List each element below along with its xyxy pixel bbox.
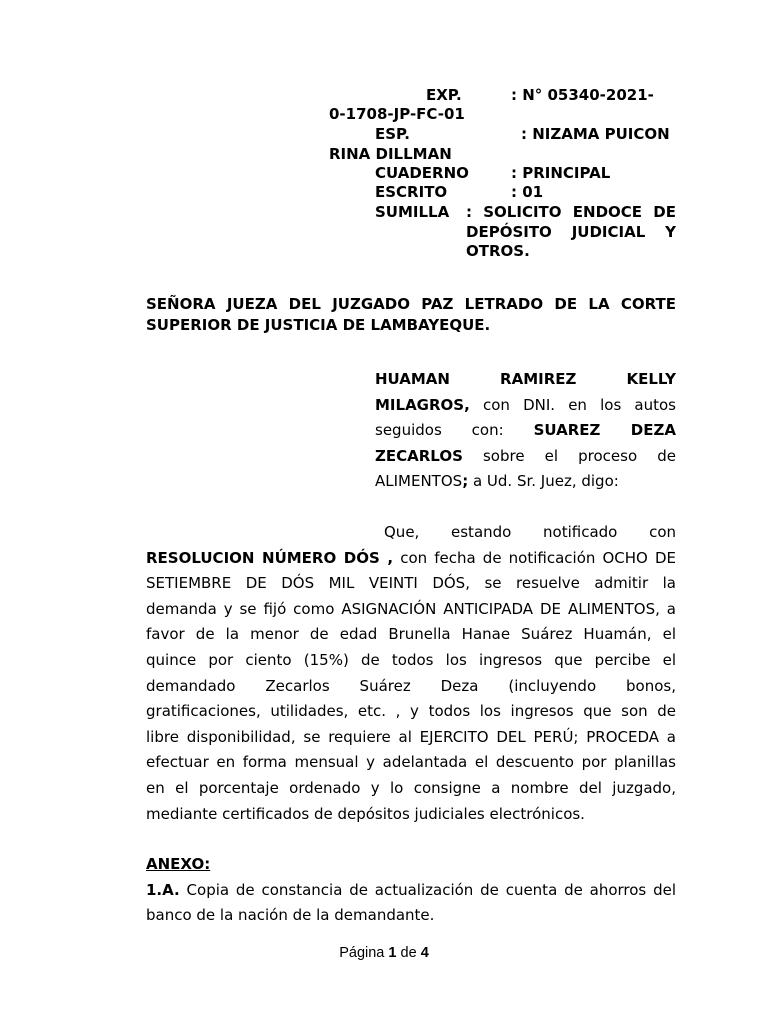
annex-section xyxy=(146,852,676,929)
annex-item-cont: banco de la nación de la demandante. xyxy=(146,906,435,925)
sumilla-line: OTROS. xyxy=(466,242,530,260)
paragraph-line: gratificaciones, utilidades, etc. , y todos los ingresos que son de xyxy=(146,702,676,721)
party-name-cont: MILAGROS, xyxy=(375,395,470,414)
sumilla-label: SUMILLA xyxy=(375,203,450,221)
esp-value: : NIZAMA PUICON xyxy=(521,125,670,143)
annex-item-text: Copia de constancia de actualización de cuenta de ahorros del xyxy=(179,880,676,899)
addressee xyxy=(146,294,676,336)
paragraph-line: en el porcentaje ordenado y lo consigne a nombre del juzgado, xyxy=(146,778,676,797)
escrito-label: ESCRITO xyxy=(375,183,448,201)
paragraph-line: libre disponibilidad, se requiere al EJERCITO DEL PERÚ; PROCEDA a xyxy=(146,727,676,746)
addressee-line: SUPERIOR DE JUSTICIA DE LAMBAYEQUE. xyxy=(146,316,491,334)
exp-value: : N° 05340-2021- xyxy=(511,86,654,104)
process-type: ALIMENTOS xyxy=(375,472,463,491)
page-word: Página xyxy=(339,945,385,961)
party-text: con DNI. en los autos xyxy=(469,395,676,414)
party-line xyxy=(375,444,676,470)
paragraph-text: con fecha de notificación OCHO DE xyxy=(393,548,677,567)
sumilla-value xyxy=(466,203,676,262)
party-text: seguidos con: xyxy=(375,421,504,440)
paragraph-line: quince por ciento (15%) de todos los ingresos que percibe el xyxy=(146,650,676,669)
party-text: sobre el proceso de xyxy=(462,446,676,465)
exp-label: EXP. xyxy=(426,86,462,104)
total-pages: 4 xyxy=(420,945,429,961)
annex-item xyxy=(146,878,676,904)
opponent-name: SUAREZ DEZA xyxy=(533,421,676,440)
current-page: 1 xyxy=(388,945,397,961)
party-line xyxy=(375,393,676,419)
esp-label: ESP. xyxy=(375,125,410,143)
opponent-name-cont: ZECARLOS xyxy=(375,446,463,465)
sumilla-line: : SOLICITO ENDOCE DE xyxy=(466,203,676,221)
paragraph-line: favor de la menor de edad Brunella Hanae Suárez Huamán, el xyxy=(146,625,676,644)
exp-value-cont: 0-1708-JP-FC-01 xyxy=(329,105,465,123)
sumilla-line: DEPÓSITO JUDICIAL Y xyxy=(466,222,676,241)
party-name: HUAMAN RAMIREZ KELLY xyxy=(375,370,676,388)
paragraph-line xyxy=(146,546,676,572)
party-line xyxy=(375,469,676,495)
party-text: a Ud. Sr. Juez, digo: xyxy=(468,472,619,491)
party-block xyxy=(375,367,676,495)
esp-value-cont: RINA DILLMAN xyxy=(329,145,452,163)
resolution-number: RESOLUCION NÚMERO DÓS , xyxy=(146,548,394,567)
cuaderno-value: : PRINCIPAL xyxy=(511,164,611,182)
main-paragraph xyxy=(146,520,676,827)
annex-item-label: 1.A. xyxy=(146,880,180,899)
paragraph-line: demanda y se fijó como ASIGNACIÓN ANTICIPADA DE ALIMENTOS, a xyxy=(146,599,676,618)
cuaderno-label: CUADERNO xyxy=(375,164,469,182)
of-word: de xyxy=(400,945,417,961)
paragraph-line: demandado Zecarlos Suárez Deza (incluyendo bonos, xyxy=(146,676,676,695)
paragraph-line: Que, estando notificado con xyxy=(384,523,676,541)
paragraph-line: SETIEMBRE DE DÓS MIL VEINTI DÓS, se resuelve admitir la xyxy=(146,574,676,593)
page-footer xyxy=(0,945,768,961)
addressee-line: SEÑORA JUEZA DEL JUZGADO PAZ LETRADO DE LA CORTE xyxy=(146,295,676,313)
escrito-value: : 01 xyxy=(511,183,544,201)
party-line xyxy=(375,418,676,444)
semicolon: ; xyxy=(462,472,469,491)
paragraph-line: mediante certificados de depósitos judiciales electrónicos. xyxy=(146,804,585,823)
paragraph-line: efectuar en forma mensual y adelantada el descuento por planillas xyxy=(146,753,676,772)
annex-title: ANEXO: xyxy=(146,855,211,873)
